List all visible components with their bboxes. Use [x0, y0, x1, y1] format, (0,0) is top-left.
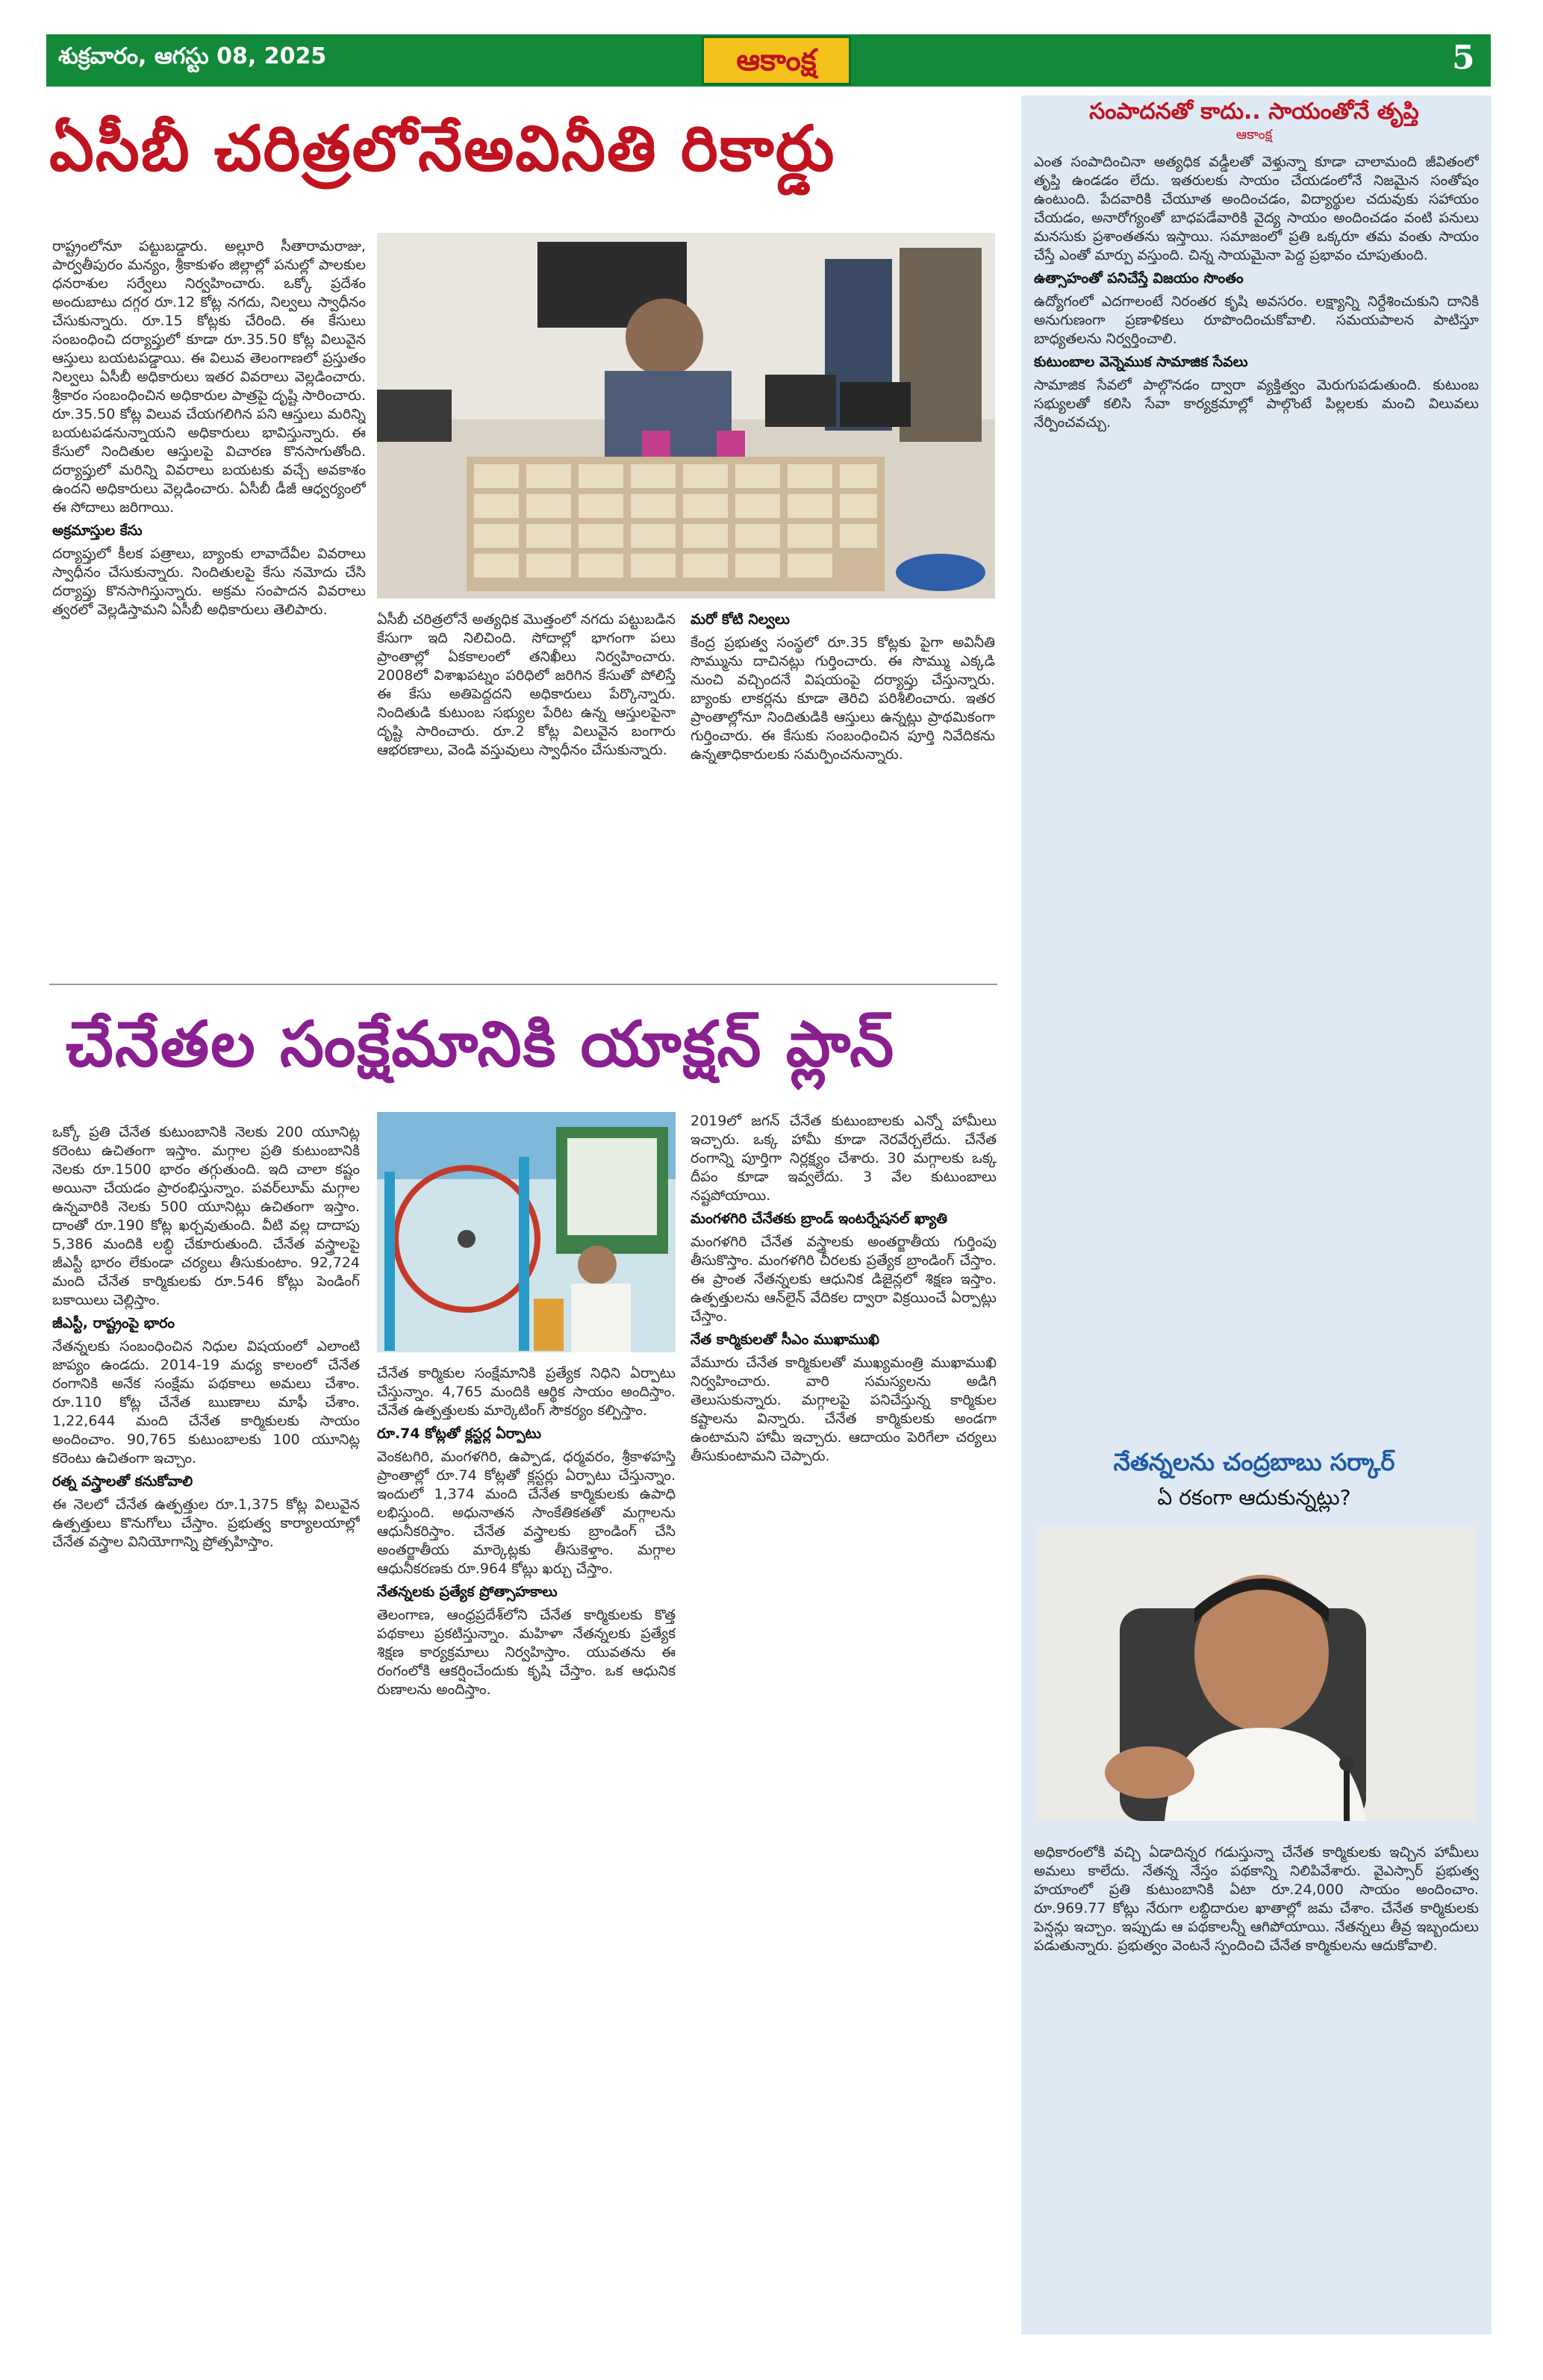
sidebar-byline: ఆకాంక్ష [1235, 127, 1273, 143]
article2-col2b-text: వెంకటగిరి, మంగళగిరి, ఉప్పాడ, ధర్మవరం, శ్రీకాళహస్తి ప్రాంతాల్లో రూ.74 కోట్లతో క్లస్టర్లు ఏర్పాటు చేస్తున్నాం. ఇందులో 1,374 మంది చేనేత కార్మికులకు ఉపాధి లభిస్తుంది. అధునాతన సాంకేతికతతో మగ్గాలను ఆధునీకరిస్తాం. చేనేత వస్త్రాలకు బ్రాండింగ్ చేసి అంతర్జాతీయ మార్కెట్లకు తీసుకెళ్తాం. మగ్గాల ఆధునీకరణకు రూ.964 కోట్లు ఖర్చు చేస్తాం. [377, 1449, 676, 1577]
cash-seizure-photo [377, 233, 995, 599]
article2-col1c-text: ఈ నెలలో చేనేత ఉత్పత్తుల రూ.1,375 కోట్ల విలువైన ఉత్పత్తులు కొనుగోలు చేస్తాం. ప్రభుత్వ కార్యాలయాల్లో చేనేత వస్త్రాల వినియోగాన్ని ప్రోత్సహిస్తాం. [52, 1496, 360, 1550]
article2-column-3 [691, 1112, 997, 2320]
sidebar-body4: అధికారంలోకి వచ్చి ఏడాదిన్నర గడుస్తున్నా చేనేత కార్మికులకు ఇచ్చిన హామీలు అమలు కాలేదు. నేతన్న నేస్తం పథకాన్ని నిలిపివేశారు. వైఎస్సార్ ప్రభుత్వ హయాంలో ప్రతి కుటుంబానికి ఏటా రూ.24,000 సాయం అందించాం. రూ.969.77 కోట్లు నేరుగా లబ్ధిదారుల ఖాతాల్లో జమ చేశాం. చేనేత కార్మికులకు పెన్షన్లు ఇచ్చాం. ఇప్పుడు ఆ పథకాలన్నీ ఆగిపోయాయి. నేతన్నలు తీవ్ర ఇబ్బందులు పడుతున్నారు. ప్రభుత్వం వెంటనే స్పందించి చేనేత కార్మికులను ఆదుకోవాలి. [1034, 1844, 1479, 1954]
article1-col1b-text: దర్యాప్తులో కీలక పత్రాలు, బ్యాంకు లావాదేవీల వివరాలు స్వాధీనం చేసుకున్నారు. నిందితులపై కేసు నమోదు చేసి దర్యాప్తు కొనసాగిస్తున్నారు. అక్రమ సంపాదన వివరాలు త్వరలో వెల్లడిస్తామని ఏసీబీ అధికారులు తెలిపారు. [52, 546, 366, 618]
article2-col2-text: చేనేత కార్మికుల సంక్షేమానికి ప్రత్యేక నిధిని ఏర్పాటు చేస్తున్నాం. 4,765 మందికి ఆర్థిక సాయం అందిస్తాం. చేనేత ఉత్పత్తులకు మార్కెటింగ్ సౌకర్యం కల్పిస్తాం. [377, 1365, 676, 1419]
article2-headline: చేనేతల సంక్షేమానికి యాక్షన్ ప్లాన్ [66, 1008, 896, 1081]
article1-column-3 [691, 610, 995, 976]
article2-col2-subhead: రూ.74 కోట్లతో క్లస్టర్ల ఏర్పాటు [377, 1425, 541, 1442]
sidebar-title: సంపాదనతో కాదు.. సాయంతోనే తృప్తి [1089, 99, 1419, 125]
article1-col2-text: ఏసీబీ చరిత్రలోనే అత్యధిక మొత్తంలో నగదు పట్టుబడిన కేసుగా ఇది నిలిచింది. సోదాల్లో భాగంగా పలు ప్రాంతాల్లో ఏకకాలంలో తనిఖీలు నిర్వహించారు. 2008లో విశాఖపట్నం పరిధిలో జరిగిన కేసుతో పోలిస్తే ఈ కేసు అతిపెద్దదని అధికారులు పేర్కొన్నారు. నిందితుడి కుటుంబ సభ్యుల పేరిట ఉన్న ఆస్తులపైనా దృష్టి సారించారు. రూ.2 కోట్ల విలువైన బంగారు ఆభరణాలు, వెండి వస్తువులు స్వాధీనం చేసుకున్నారు. [377, 611, 676, 758]
sidebar-subhead2: కుటుంబాల వెన్నెముక సామాజిక సేవలు [1034, 354, 1248, 370]
dateline: శుక్రవారం, ఆగస్టు 08, 2025 [58, 43, 327, 69]
article1-column-2 [377, 610, 676, 976]
article2-col3-subhead: మంగళగిరి చేనేతకు బ్రాండ్ ఇంటర్నేషనల్ ఖ్యాతి [691, 1211, 948, 1227]
article1-headline: ఏసీబీ చరిత్రలోనేఅవినీతి రికార్డు [49, 112, 836, 185]
article2-col3c-text: వేమూరు చేనేత కార్మికులతో ముఖ్యమంత్రి ముఖాముఖి నిర్వహించారు. వారి సమస్యలను అడిగి తెలుసుకున్నారు. మగ్గాలపై పనిచేస్తున్న కార్మికుల కష్టాలను విన్నారు. చేనేత కార్మికులకు అండగా ఉంటామని హామీ ఇచ్చారు. ఆదాయం పెరిగేలా చర్యలు తీసుకుంటామని చెప్పారు. [691, 1355, 997, 1464]
article2-col2c-text: తెలంగాణ, ఆంధ్రప్రదేశ్‌లోని చేనేత కార్మికులకు కొత్త పథకాలు ప్రకటిస్తున్నాం. మహిళా నేతన్నలకు ప్రత్యేక శిక్షణ కార్యక్రమాలు నిర్వహిస్తాం. యువతను ఈ రంగంలోకి ఆకర్షించేందుకు కృషి చేస్తాం. ఒక ఆధునిక రుణాలను అందిస్తాం. [377, 1607, 676, 1698]
article2-column-1 [52, 1123, 360, 2317]
article2-column-2 [377, 1364, 676, 2320]
sidebar-subhead1: ఉత్సాహంతో పనిచేస్తే విజయం సొంతం [1034, 270, 1244, 287]
article2-col1b-text: నేతన్నలకు సంబంధించిన నిధుల విషయంలో ఎలాంటి జాప్యం ఉండదు. 2014-19 మధ్య కాలంలో చేనేత రంగానికి అనేక సంక్షేమ పథకాలు అమలు చేశాం. రూ.110 కోట్ల చేనేత ఋణాలు మాఫీ చేశాం. 1,22,644 మంది చేనేత కార్మికులకు సాయం అందించాం. 90,765 కుటుంబాలకు 100 యూనిట్ల కరెంటు ఉచితంగా ఇచ్చాం. [52, 1338, 360, 1467]
sidebar-body2: ఉద్యోగంలో ఎదగాలంటే నిరంతర కృషి అవసరం. లక్ష్యాన్ని నిర్దేశించుకుని దానికి అనుగుణంగా ప్రణాళికలు రూపొందించుకోవాలి. సమయపాలన పాటిస్తూ బాధ్యతలను నిర్వర్తించాలి. [1034, 293, 1479, 347]
newspaper-logo: ఆకాంక్ష [702, 36, 851, 85]
portrait-photo [1038, 1526, 1477, 1821]
sidebar-body3: సామాజిక సేవలో పాల్గొనడం ద్వారా వ్యక్తిత్వం మెరుగుపడుతుంది. కుటుంబ సభ్యులతో కలిసి సేవా కార్యక్రమాల్లో పాల్గొంటే పిల్లలకు మంచి విలువలు నేర్పించవచ్చు. [1034, 377, 1479, 431]
article1-column-1 [52, 237, 366, 976]
article2-col3-subhead2: నేత కార్మికులతో సీఎం ముఖాముఖి [691, 1331, 880, 1348]
article1-col1-subhead: అక్రమాస్తుల కేసు [52, 522, 143, 539]
sidebar-body1: ఎంత సంపాదించినా అత్యధిక వడ్డీలతో వెళ్తున్నా కూడా చాలామంది జీవితంలో తృప్తి ఉండడం లేదు. ఇతరులకు సాయం చేయడంలోనే నిజమైన సంతోషం ఉంటుంది. పేదవారికి చేయూత అందించడం, విద్యార్థుల చదువుకు సహాయం చేయడం, అనారోగ్యంతో బాధపడేవారికి వైద్య సాయం అందించడం వంటి పనులు మనసుకు ప్రశాంతతను ఇస్తాయి. సమాజంలో ప్రతి ఒక్కరూ తమ వంతు సాయం చేస్తే ఎంతో మార్పు వస్తుంది. చిన్న సాయమైనా పెద్ద ప్రభావం చూపుతుంది. [1034, 154, 1479, 263]
handloom-photo [377, 1112, 676, 1352]
article2-col1-subhead2: రత్న వస్త్రాలతో కనుకోవాలి [52, 1473, 193, 1490]
article2-col3-text: 2019లో జగన్ చేనేత కుటుంబాలకు ఎన్నో హామీలు ఇచ్చారు. ఒక్క హామీ కూడా నెరవేర్చలేదు. చేనేత రంగాన్ని పూర్తిగా నిర్లక్ష్యం చేశారు. 30 మగ్గాలకు ఒక్క దీపం కూడా ఇవ్వలేదు. 3 వేల కుటుంబాలు నష్టపోయాయి. [691, 1113, 997, 1204]
article2-col1-text: ఒక్కో ప్రతి చేనేత కుటుంబానికి నెలకు 200 యూనిట్ల కరెంటు ఉచితంగా ఇస్తాం. మగ్గాల ప్రతి కుటుంబానికి నెలకు రూ.1500 భారం తగ్గుతుంది. ఇది చాలా కష్టం అయినా చేయడం ప్రారంభిస్తున్నాం. పవర్‌లూమ్ మగ్గాల ఉన్నవారికి నెలకు 500 యూనిట్లు ఉచితంగా ఇస్తాం. దాంతో రూ.190 కోట్ల ఖర్చవుతుంది. వీటి వల్ల దాదాపు 5,386 మందికి లబ్ధి చేకూరుతుంది. చేనేత వస్త్రాలపై జీఎస్టీ భారం లేకుండా చర్యలు తీసుకుంటాం. 92,724 మంది చేనేత కార్మికులకు రూ.546 కోట్లు పెండింగ్ బకాయిలు చెల్లిస్తాం. [52, 1124, 360, 1308]
article-divider [49, 984, 997, 985]
sidebar-head2: నేతన్నలను చంద్రబాబు సర్కార్ [1113, 1448, 1395, 1476]
article1-col3-subhead: మరో కోటి నిల్వలు [691, 611, 790, 628]
article2-col2-subhead2: నేతన్నలకు ప్రత్యేక ప్రోత్సాహకాలు [377, 1584, 558, 1600]
sidebar-head3: ఏ రకంగా ఆదుకున్నట్లు? [1157, 1485, 1351, 1510]
article2-col3b-text: మంగళగిరి చేనేత వస్త్రాలకు అంతర్జాతీయ గుర్తింపు తీసుకొస్తాం. మంగళగిరి చీరలకు ప్రత్యేక బ్రాండింగ్ చేస్తాం. ఈ ప్రాంత నేతన్నలకు ఆధునిక డిజైన్లలో శిక్షణ ఇస్తాం. ఉత్పత్తులను ఆన్‌లైన్ వేదికల ద్వారా విక్రయించే ఏర్పాట్లు చేస్తాం. [691, 1234, 997, 1325]
article2-col1-subhead1: జీఎస్టీ, రాష్ట్రంపై భారం [52, 1315, 175, 1331]
sidebar-column-bottom [1034, 1843, 1479, 2321]
article1-col3-text: కేంద్ర ప్రభుత్వ సంస్థలో రూ.35 కోట్లకు పైగా అవినీతి సొమ్మును దాచినట్లు గుర్తించారు. ఈ సొమ్ము ఎక్కడి నుంచి వచ్చిందనే విషయంపై దర్యాప్తు చేస్తున్నారు. బ్యాంకు లాకర్లను కూడా తెరిచి పరిశీలించారు. ఇతర ప్రాంతాల్లోనూ నిందితుడికి ఆస్తులు ఉన్నట్లు ప్రాథమికంగా గుర్తించారు. ఈ కేసుకు సంబంధించిన పూర్తి నివేదికను ఉన్నతాధికారులకు సమర్పించనున్నారు. [691, 634, 995, 763]
page-number: 5 [1452, 39, 1475, 77]
sidebar-column-top [1034, 153, 1479, 1422]
article1-col1-text: రాష్ట్రంలోనూ పట్టుబడ్డారు. అల్లూరి సీతారామరాజు, పార్వతీపురం మన్యం, శ్రీకాకుళం జిల్లాల్లో పనుల్లో పాలకుల ధనరాశుల సర్వేలు నిర్వహించారు. ఒక్కో ప్రదేశం అందుబాటు దగ్గర రూ.12 కోట్ల నగదు, నిల్వలు స్వాధీనం చేసుకున్నారు. రూ.15 కోట్లకు చేరింది. ఈ కేసులు సంబంధించి దర్యాప్తులో కూడా రూ.35.50 కోట్ల విలువైన ఆస్తులు బయటపడ్డాయి. ఈ విలువ తెలంగాణలో ప్రస్తుతం నిల్వలు ఏసీబీ అధికారులు ఇతర వివరాలు వెల్లడించారు. శ్రీకారం సంబంధించిన అధికారుల పాత్రపై దృష్టి సారించారు. రూ.35.50 కోట్ల విలువ చేయగలిగిన పని ఆస్తులు మరిన్ని బయటపడనున్నాయని అధికారులు భావిస్తున్నారు. ఈ కేసులో నిందితుల ఆస్తులపై విచారణ కొనసాగుతోంది. దర్యాప్తులో మరిన్ని వివరాలు బయటకు వచ్చే అవకాశం ఉందని అధికారులు వెల్లడించారు. ఏసీబీ డీజీ ఆధ్వర్యంలో ఈ సోదాలు జరిగాయి. [52, 238, 366, 516]
